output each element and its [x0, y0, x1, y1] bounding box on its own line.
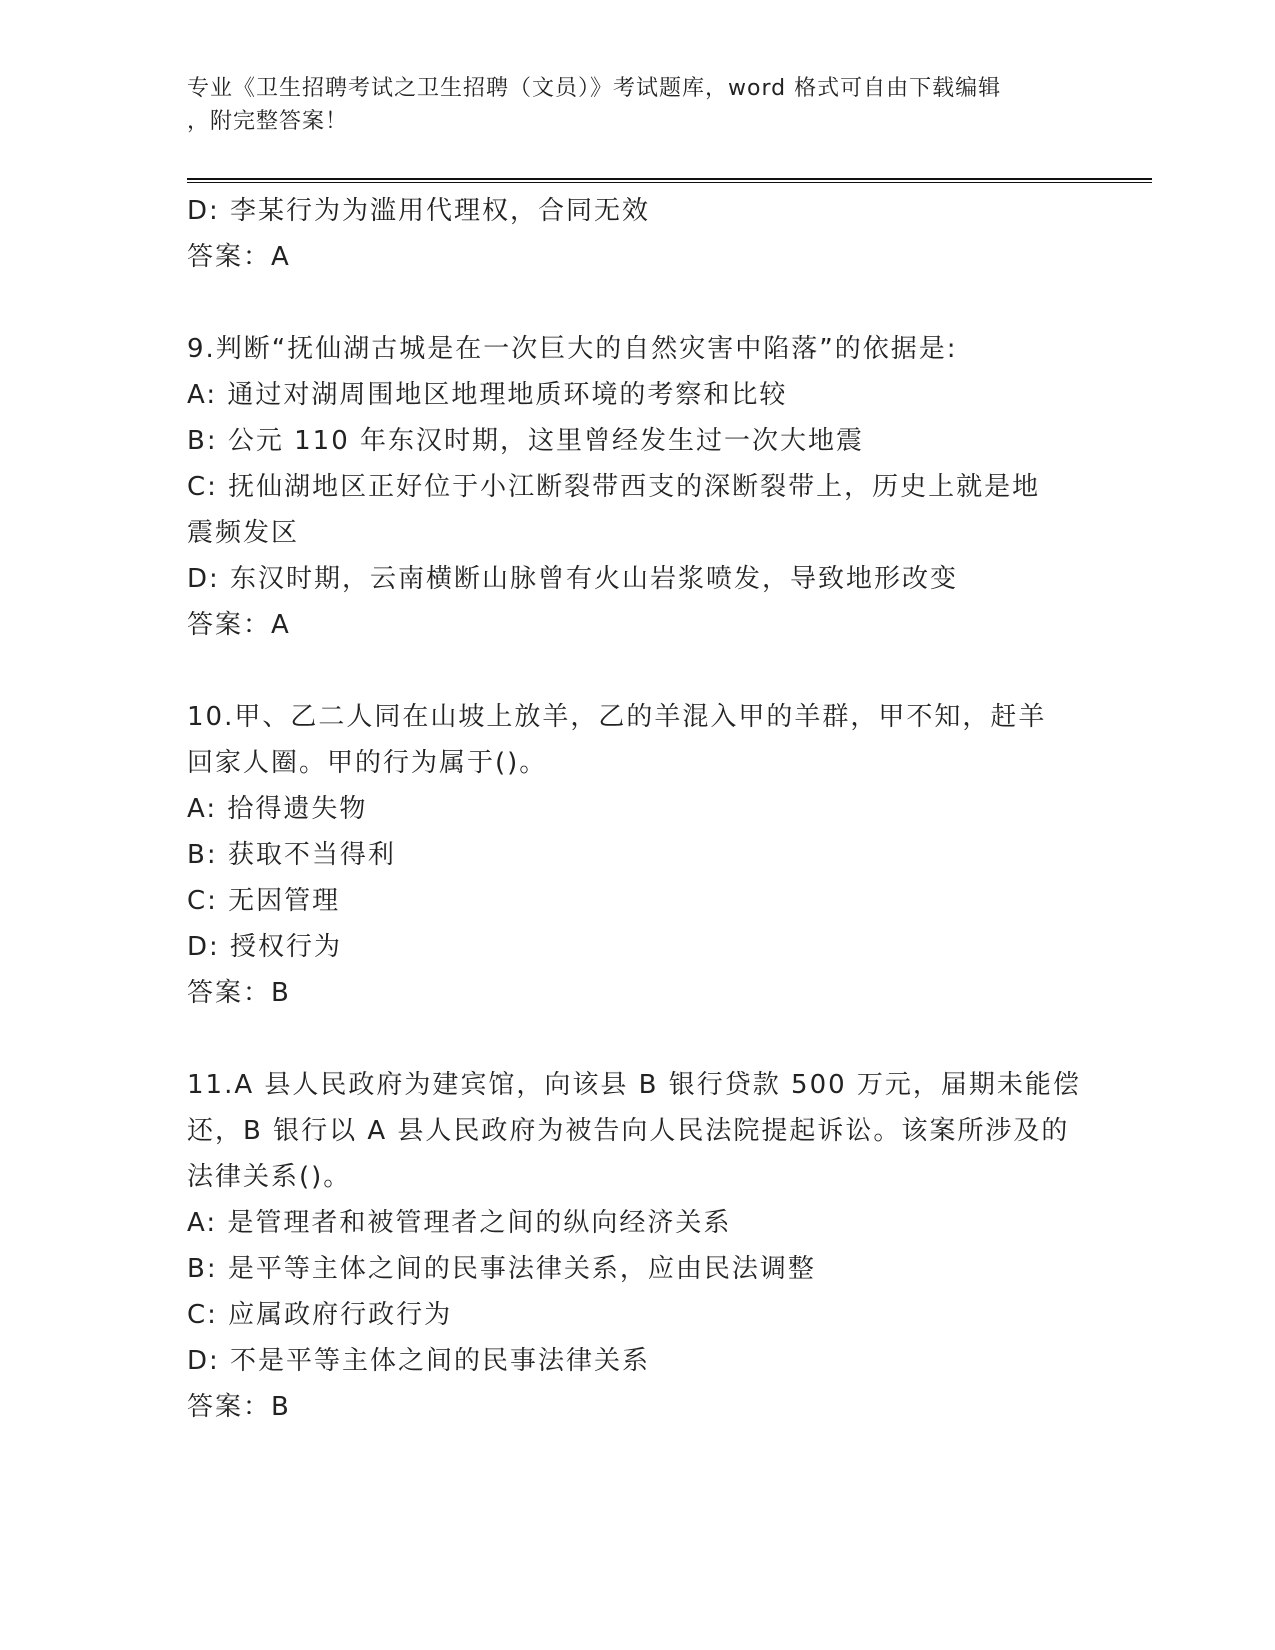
- option-d: D: 授权行为: [187, 932, 343, 962]
- header-divider: [187, 178, 1152, 183]
- answer-line: 答案：A: [187, 242, 291, 272]
- question-10: [187, 694, 1087, 1016]
- option-a: A: 拾得遗失物: [187, 794, 368, 824]
- header-line-1: 专业《卫生招聘考试之卫生招聘（文员）》考试题库，word 格式可自由下载编辑: [187, 76, 1002, 101]
- question-text-continued: 回家人圈。甲的行为属于()。: [187, 748, 548, 778]
- question-text: 10.甲、乙二人同在山坡上放羊，乙的羊混入甲的羊群，甲不知，赶羊: [187, 702, 1047, 732]
- answer-line: 答案：B: [187, 1392, 291, 1422]
- header-line-2: ，附完整答案！: [187, 109, 349, 134]
- answer-line: 答案：B: [187, 978, 291, 1008]
- question-9: [187, 326, 1087, 648]
- option-d: D: 李某行为为滥用代理权，合同无效: [187, 196, 651, 226]
- option-a: A: 通过对湖周围地区地理地质环境的考察和比较: [187, 380, 788, 410]
- option-c: C: 应属政府行政行为: [187, 1300, 453, 1330]
- option-c: C: 无因管理: [187, 886, 341, 916]
- option-b: B: 获取不当得利: [187, 840, 396, 870]
- question-11: [187, 1062, 1087, 1430]
- option-b: B: 公元 110 年东汉时期，这里曾经发生过一次大地震: [187, 426, 865, 456]
- page-header: [187, 72, 1067, 138]
- question-text-continued: 法律关系()。: [187, 1162, 352, 1192]
- option-b: B: 是平等主体之间的民事法律关系，应由民法调整: [187, 1254, 816, 1284]
- question-text-continued: 还，B 银行以 A 县人民政府为被告向人民法院提起诉讼。该案所涉及的: [187, 1116, 1070, 1146]
- option-c-continued: 震频发区: [187, 518, 300, 548]
- option-c: C: 抚仙湖地区正好位于小江断裂带西支的深断裂带上，历史上就是地: [187, 472, 1041, 502]
- option-d: D: 东汉时期，云南横断山脉曾有火山岩浆喷发，导致地形改变: [187, 564, 959, 594]
- option-d: D: 不是平等主体之间的民事法律关系: [187, 1346, 651, 1376]
- question-text: 9.判断“抚仙湖古城是在一次巨大的自然灾害中陷落”的依据是:: [187, 334, 958, 364]
- option-a: A: 是管理者和被管理者之间的纵向经济关系: [187, 1208, 732, 1238]
- previous-question-tail: [187, 188, 1087, 280]
- question-text: 11.A 县人民政府为建宾馆，向该县 B 银行贷款 500 万元，届期未能偿: [187, 1070, 1081, 1100]
- answer-line: 答案：A: [187, 610, 291, 640]
- document-body: [187, 188, 1087, 1430]
